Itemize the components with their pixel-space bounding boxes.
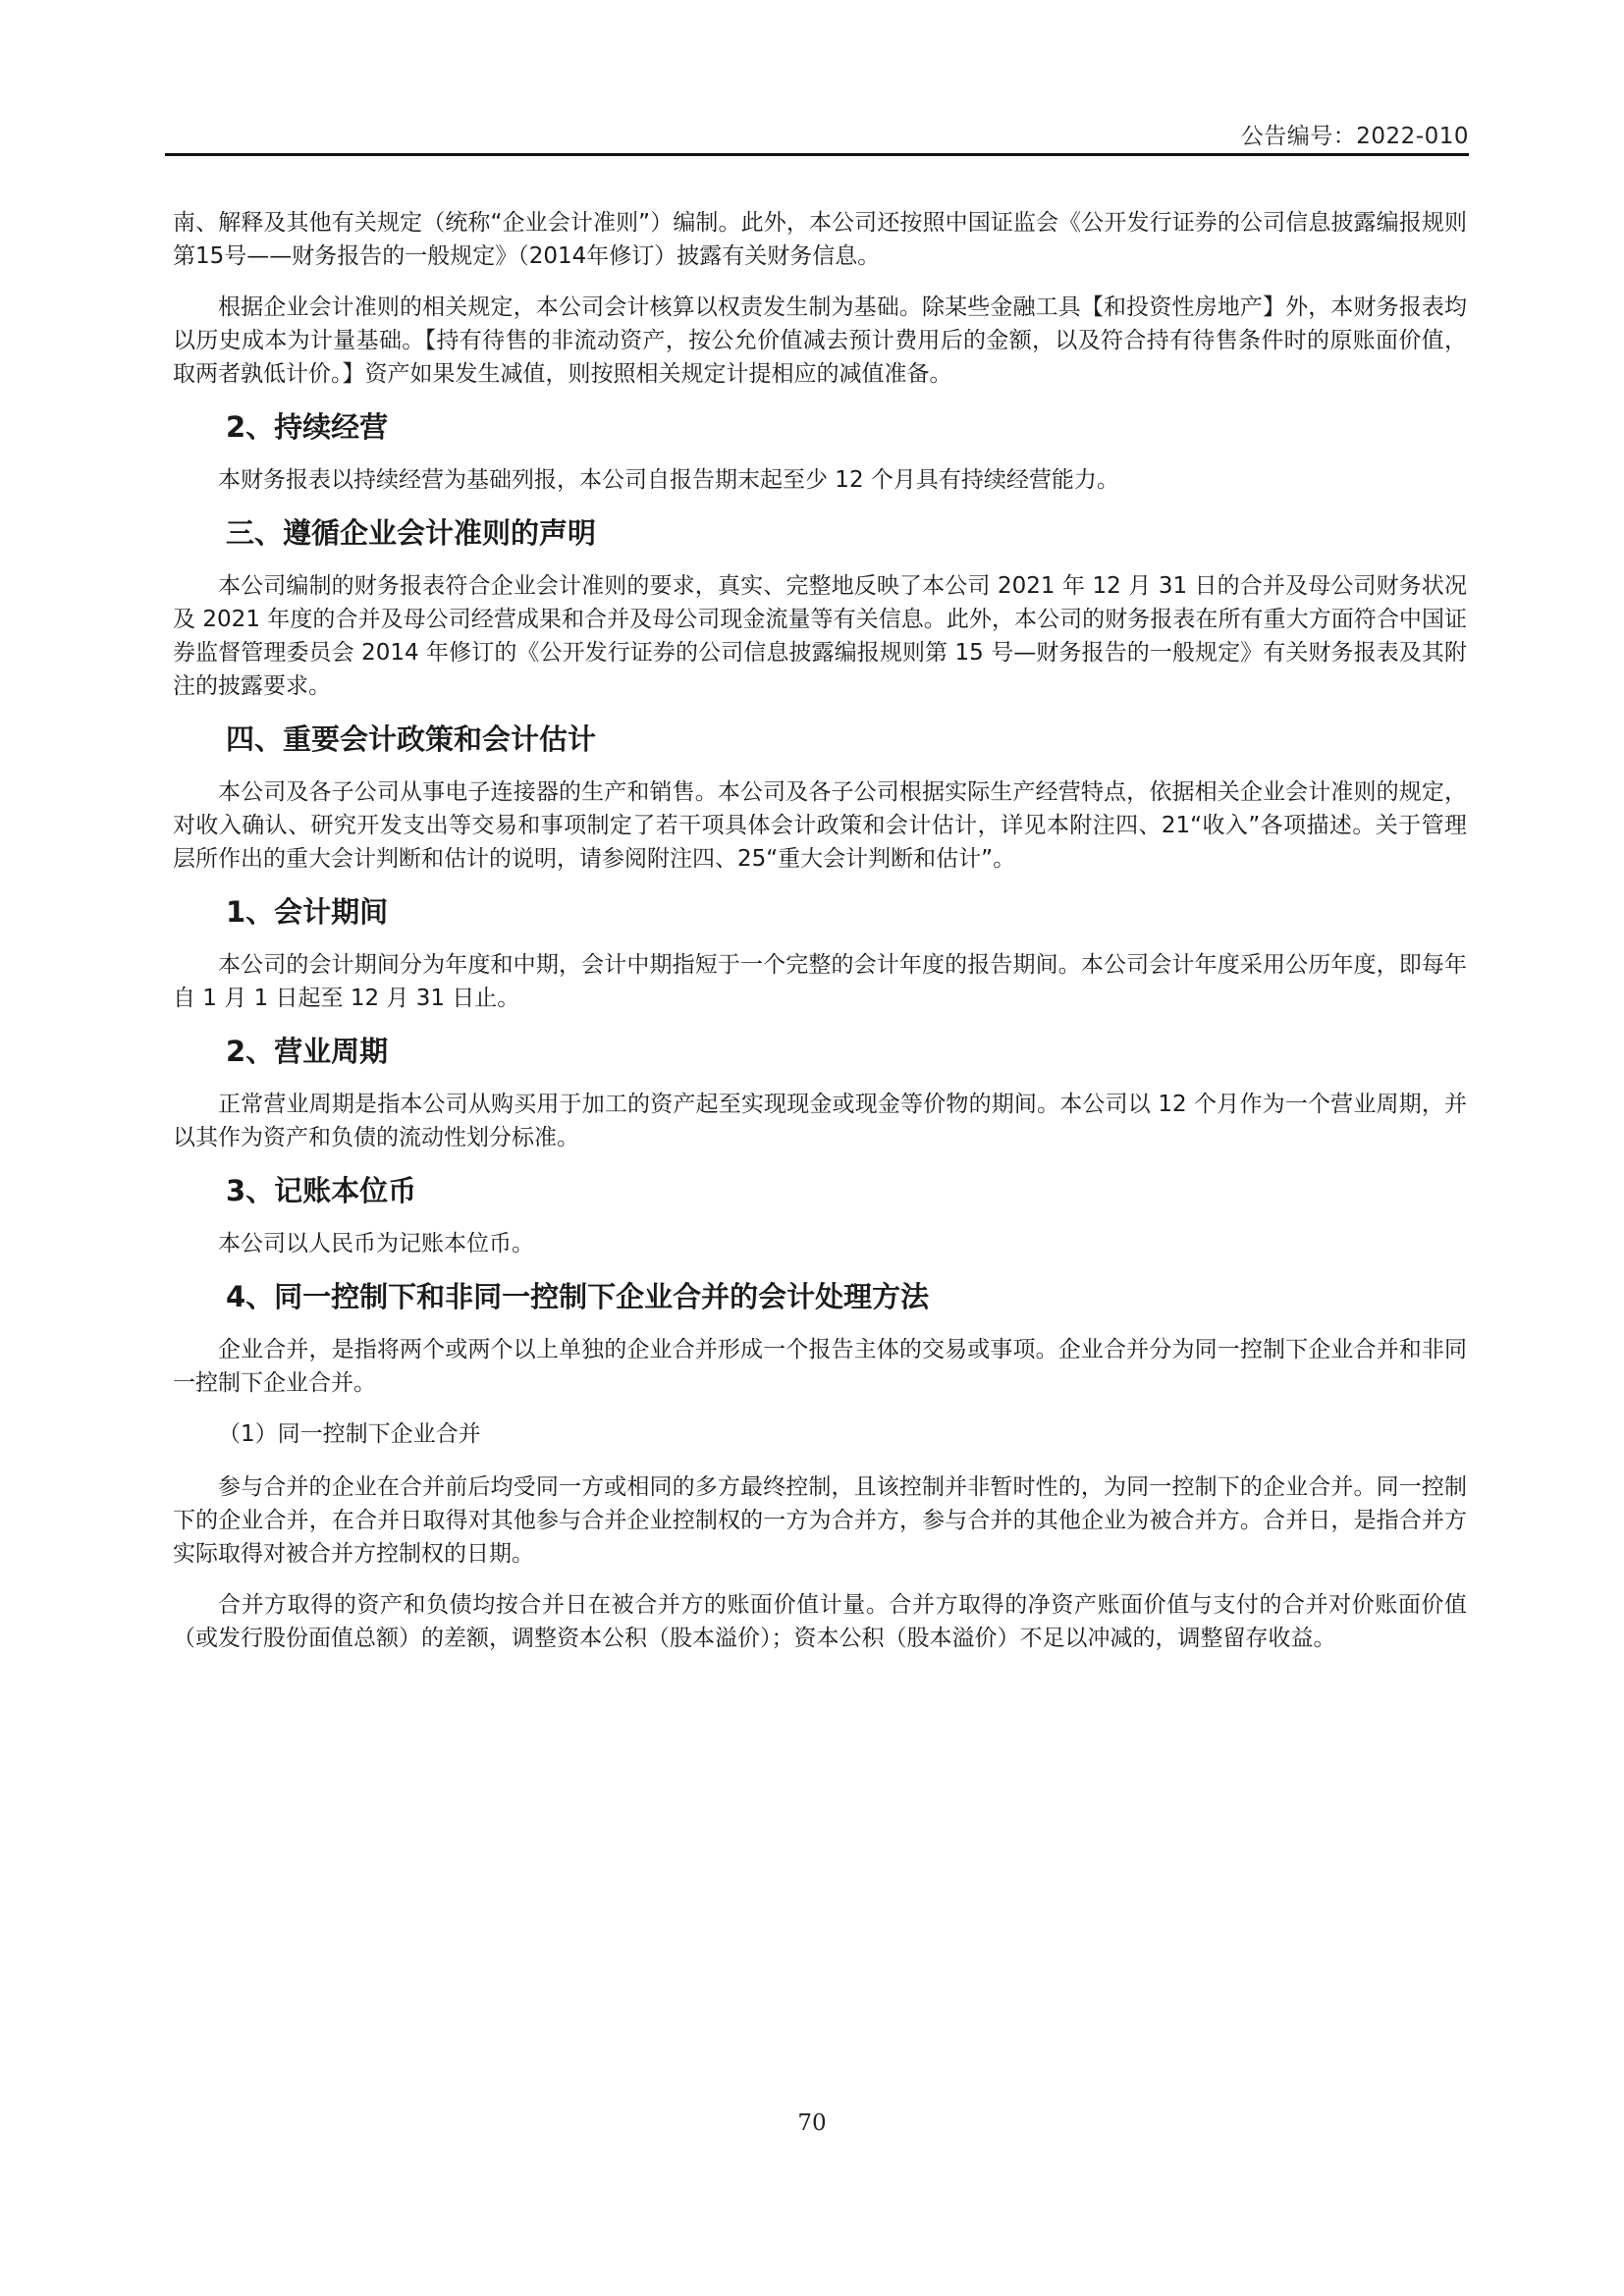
- page-header: [165, 114, 1469, 153]
- paragraph-continuation: 南、解释及其他有关规定（统称“企业会计准则”）编制。此外，本公司还按照中国证监会《公开发行证券的公司信息披露编报规则第15号——财务报告的一般规定》（2014年修订）披露有关财务信息。: [173, 210, 1467, 269]
- paragraph-operating-cycle: 正常营业周期是指本公司从购买用于加工的资产起至实现现金或现金等价物的期间。本公司以 12 个月作为一个营业周期，并以其作为资产和负债的流动性划分标准。: [173, 1092, 1467, 1150]
- paragraph-common-control-definition: 参与合并的企业在合并前后均受同一方或相同的多方最终控制，且该控制并非暂时性的，为同一控制下的企业合并。同一控制下的企业合并，在合并日取得对其他参与合并企业控制权的一方为合并方，参与合并的其他企业为被合并方。合并日，是指合并方实际取得对被合并方控制权的日期。: [173, 1474, 1467, 1567]
- heading-accounting-period: 1、会计期间: [226, 895, 389, 929]
- paragraph-common-control-measurement: 合并方取得的资产和负债均按合并日在被合并方的账面价值计量。合并方取得的净资产账面价值与支付的合并对价账面价值（或发行股份面值总额）的差额，调整资本公积（股本溢价）；资本公积（股本溢价）不足以冲减的，调整留存收益。: [173, 1592, 1467, 1651]
- paragraph-accounting-basis: 根据企业会计准则的相关规定，本公司会计核算以权责发生制为基础。除某些金融工具【和投资性房地产】外，本财务报表均以历史成本为计量基础。【持有待售的非流动资产，按公允价值减去预计费用后的金额，以及符合持有待售条件时的原账面价值，取两者孰低计价。】资产如果发生减值，则按照相关规定计提相应的减值准备。: [173, 294, 1467, 387]
- paragraph-going-concern: 本财务报表以持续经营为基础列报，本公司自报告期末起至少 12 个月具有持续经营能力。: [218, 467, 1119, 493]
- paragraph-functional-currency: 本公司以人民币为记账本位币。: [218, 1231, 534, 1256]
- heading-accounting-policies: 四、重要会计政策和会计估计: [226, 722, 597, 756]
- paragraph-business-combination: 企业合并，是指将两个或两个以上单独的企业合并形成一个报告主体的交易或事项。企业合并分为同一控制下企业合并和非同一控制下企业合并。: [173, 1337, 1467, 1396]
- header-rule: [165, 153, 1469, 156]
- paragraph-accounting-policies: 本公司及各子公司从事电子连接器的生产和销售。本公司及各子公司根据实际生产经营特点，依据相关企业会计准则的规定，对收入确认、研究开发支出等交易和事项制定了若干项具体会计政策和会计估计，详见本附注四、21“收入”各项描述。关于管理层所作出的重大会计判断和估计的说明，请参阅附注四、25“重大会计判断和估计”。: [173, 779, 1467, 872]
- heading-going-concern: 2、持续经营: [226, 410, 389, 444]
- heading-compliance-statement: 三、遵循企业会计准则的声明: [226, 516, 597, 550]
- paragraph-compliance-statement: 本公司编制的财务报表符合企业会计准则的要求，真实、完整地反映了本公司 2021 年 12 月 31 日的合并及母公司财务状况及 2021 年度的合并及母公司经营成果和合并及母公司现金流量等有关信息。此外，本公司的财务报表在所有重大方面符合中国证券监督管理委员会 2014 年修订的《公开发行证券的公司信息披露编报规则第 15 号—财务报告的一般规定》有关财务报表及其附注的披露要求。: [173, 573, 1467, 699]
- paragraph-accounting-period: 本公司的会计期间分为年度和中期，会计中期指短于一个完整的会计年度的报告期间。本公司会计年度采用公历年度，即每年自 1 月 1 日起至 12 月 31 日止。: [173, 952, 1467, 1011]
- document-body: [173, 206, 1467, 1673]
- heading-operating-cycle: 2、营业周期: [226, 1035, 389, 1068]
- heading-business-combination: 4、同一控制下和非同一控制下企业合并的会计处理方法: [226, 1280, 930, 1313]
- subheading-common-control: （1）同一控制下企业合并: [218, 1421, 481, 1447]
- announcement-number: 公告编号：2022-010: [1240, 124, 1469, 149]
- heading-functional-currency: 3、记账本位币: [226, 1174, 417, 1207]
- page-number: 70: [797, 2110, 827, 2136]
